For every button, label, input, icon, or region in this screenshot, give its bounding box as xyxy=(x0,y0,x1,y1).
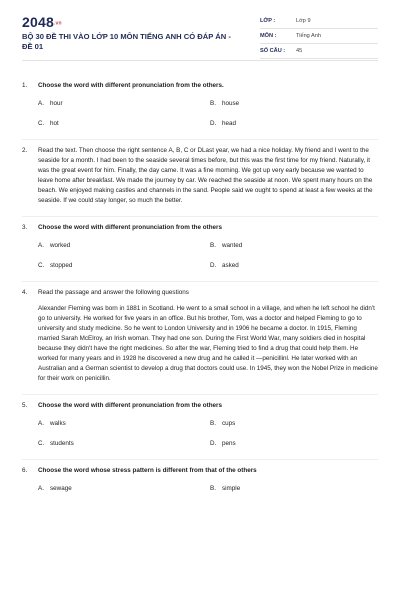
question-text: Choose the word with different pronunciation from the others xyxy=(38,224,223,231)
option-text: hour xyxy=(50,100,63,107)
meta-key: SỐ CÂU : xyxy=(260,48,286,54)
option-d[interactable] xyxy=(210,119,360,129)
option-text: worked xyxy=(50,242,71,249)
option-text: students xyxy=(50,440,74,447)
option-c[interactable] xyxy=(38,119,210,129)
options xyxy=(38,99,378,129)
option-letter: B. xyxy=(210,420,216,427)
question-text: Choose the word with different pronunciation from the others. xyxy=(38,82,224,89)
question-number: 6. xyxy=(22,467,28,474)
option-d[interactable] xyxy=(210,439,360,449)
option-letter: D. xyxy=(210,440,217,447)
reading-passage: Alexander Fleming was born in 1881 in Scotland. He went to a small school in a village, and when he left school he didn't go to university. He worked for five years in an office. But his brother, Tom, was a doctor and helped Fleming to go to university and study medicine. So he went to London University and in 1906 he became a doctor. In 1915, Fleming married Sarah McElroy, an Irish woman. They had one son. During the First World War, many soldiers died in hospital because they didn't have the right medicines. So after the war, Fleming tried to find a drug that could help them. He worked for many years and in 1928 he discovered a new drug and he called it —penicillinl. He later worked with an Australian and a German scientist to develop a drug that doctors could use. In 1945, they won the Nobel Prize in medicine for their work on penicillin. xyxy=(38,305,378,382)
option-letter: B. xyxy=(210,100,216,107)
option-a[interactable] xyxy=(38,484,210,494)
option-letter: B. xyxy=(210,485,216,492)
option-text: hot xyxy=(50,120,59,127)
option-text: stopped xyxy=(50,262,73,269)
meta-value: Lớp 9 xyxy=(296,18,311,24)
question-text: Read the text. Then choose the right sentence A, B, C or DLast year, we had a nice holiday. My friend and I went to the seaside for a month. I had been to the seaside several times before, but this was the first time for my friend. Naturally, it was the great event for him. Finally, the day came. It was a fine morning. We got up very early because we wanted to leave home after breakfast. We made the journey by car. We reached the seaside at noon. We spent many hours on the beach. We enjoyed making castles and channels in the sand. People said we ought to spend at least a few weeks at the seaside. If we could stay longer, so much the better. xyxy=(38,147,373,204)
divider xyxy=(22,139,378,140)
option-letter: A. xyxy=(38,242,44,249)
meta-table xyxy=(260,14,378,60)
options xyxy=(38,419,378,449)
question-text: Choose the word whose stress pattern is different from that of the others xyxy=(38,467,257,474)
option-text: sewage xyxy=(50,485,72,492)
question-number: 2. xyxy=(22,147,28,154)
question-number: 3. xyxy=(22,224,28,231)
option-letter: A. xyxy=(38,420,44,427)
option-a[interactable] xyxy=(38,241,210,251)
option-text: asked xyxy=(222,262,239,269)
meta-row xyxy=(260,29,378,44)
option-c[interactable] xyxy=(38,439,210,449)
option-b[interactable] xyxy=(210,419,360,429)
option-letter: C. xyxy=(38,262,45,269)
option-text: pens xyxy=(222,440,236,447)
header-left xyxy=(22,14,232,60)
meta-key: MÔN : xyxy=(260,33,277,39)
page-title: BỘ 30 ĐỀ THI VÀO LỚP 10 MÔN TIẾNG ANH CÓ ĐÁP ÁN - ĐỀ 01 xyxy=(22,32,231,51)
option-a[interactable] xyxy=(38,419,210,429)
option-letter: A. xyxy=(38,100,44,107)
question-text: Read the passage and answer the following questions xyxy=(38,289,189,296)
question-6 xyxy=(22,466,378,494)
header xyxy=(22,0,378,61)
question-5 xyxy=(22,401,378,460)
option-letter: D. xyxy=(210,120,217,127)
logo-main: 2048 xyxy=(22,14,54,30)
option-letter: A. xyxy=(38,485,44,492)
meta-value: Tiếng Anh xyxy=(296,33,321,39)
divider xyxy=(22,459,378,460)
divider xyxy=(22,394,378,395)
option-b[interactable] xyxy=(210,241,360,251)
question-1 xyxy=(22,81,378,140)
options xyxy=(38,484,378,494)
question-text: Choose the word with different pronunciation from the others xyxy=(38,402,223,409)
meta-key: LỚP : xyxy=(260,18,276,24)
question-3 xyxy=(22,223,378,282)
option-text: walks xyxy=(50,420,66,427)
question-2 xyxy=(22,146,378,217)
option-text: head xyxy=(222,120,237,127)
logo-sub: .vn xyxy=(53,20,62,27)
option-d[interactable] xyxy=(210,261,360,271)
option-text: simple xyxy=(222,485,241,492)
options xyxy=(38,241,378,271)
option-letter: B. xyxy=(210,242,216,249)
option-b[interactable] xyxy=(210,99,360,109)
option-b[interactable] xyxy=(210,484,360,494)
question-4 xyxy=(22,288,378,395)
option-letter: C. xyxy=(38,440,45,447)
meta-row xyxy=(260,14,378,29)
option-letter: D. xyxy=(210,262,217,269)
meta-value: 45 xyxy=(296,48,303,54)
divider xyxy=(22,216,378,217)
meta-row xyxy=(260,44,378,59)
option-text: cups xyxy=(222,420,236,427)
question-number: 4. xyxy=(22,289,28,296)
divider xyxy=(22,281,378,282)
option-text: wanted xyxy=(222,242,243,249)
site-logo[interactable] xyxy=(22,14,232,30)
question-number: 5. xyxy=(22,402,28,409)
option-letter: C. xyxy=(38,120,45,127)
option-text: house xyxy=(222,100,240,107)
option-c[interactable] xyxy=(38,261,210,271)
option-a[interactable] xyxy=(38,99,210,109)
question-number: 1. xyxy=(22,82,28,89)
